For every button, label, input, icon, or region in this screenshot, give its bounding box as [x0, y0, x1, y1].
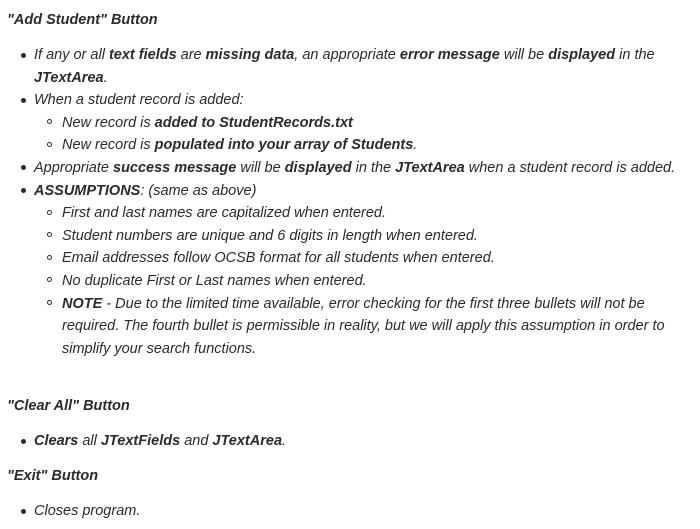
text: New record is [62, 114, 155, 131]
bold-text: missing data [205, 47, 295, 63]
text: : (same as above) [140, 182, 257, 199]
bold-text: error message [399, 47, 500, 63]
sub-list-item [0, 202, 694, 225]
sub-list [0, 112, 694, 157]
text: will be [499, 47, 549, 63]
text: and [180, 433, 213, 449]
list-item [0, 44, 694, 89]
exit-heading: "Exit" Button [7, 468, 99, 484]
text: No duplicate First or Last names when entered. [62, 272, 367, 289]
text: . [413, 137, 418, 154]
text: all [78, 433, 101, 449]
sub-list-item [0, 247, 694, 270]
bold-text: JTextArea [212, 433, 283, 449]
text: Closes program. [34, 503, 141, 519]
list-item [0, 500, 694, 523]
bold-text: JTextFields [100, 433, 181, 449]
clear-all-list [0, 430, 700, 453]
bold-text: Clears [34, 433, 79, 449]
text: When a student record is added: [34, 92, 244, 109]
clear-all-heading: "Clear All" Button [7, 398, 130, 414]
bold-text: JTextArea [34, 69, 104, 86]
text: will be [236, 159, 285, 176]
text: are [176, 47, 206, 63]
text: . [282, 433, 287, 449]
text: First and last names are capitalized when entered. [62, 205, 387, 222]
list-item [0, 89, 694, 157]
text: New record is [62, 137, 155, 154]
list-item [0, 157, 694, 180]
bold-text: success message [113, 159, 237, 176]
text: when a student record is added. [464, 159, 676, 176]
text: If any or all [34, 47, 109, 63]
sub-list-item [0, 134, 694, 157]
add-student-list [0, 44, 700, 360]
text: . [103, 69, 108, 86]
list-item [0, 180, 694, 361]
text: Email addresses follow OCSB format for all students when entered. [62, 250, 495, 267]
text: , an appropriate [294, 47, 400, 63]
list-item [0, 430, 694, 453]
bold-text: displayed [548, 47, 616, 63]
exit-list [0, 500, 700, 523]
bold-text: added to StudentRecords.txt [154, 114, 353, 131]
sub-list-item [0, 112, 694, 135]
bold-text: text fields [108, 47, 177, 63]
sub-list-item [0, 225, 694, 248]
sub-list-item [0, 270, 694, 293]
add-student-heading: "Add Student" Button [7, 12, 158, 28]
bold-text: JTextArea [395, 159, 465, 176]
bold-text: NOTE [62, 295, 103, 312]
bold-text: ASSUMPTIONS [34, 182, 141, 199]
text: - Due to the limited time available, error checking for the first three bullets will not be required. The fourth bullet is permissible in reality, but we will apply this assumption in order to simplify your search functions. [62, 295, 665, 357]
text: in the [351, 159, 396, 176]
bold-text: displayed [284, 159, 352, 176]
sub-list [0, 202, 694, 360]
sub-list-item [0, 293, 694, 361]
text: Appropriate [34, 159, 113, 176]
text: in the [615, 47, 655, 63]
text: Student numbers are unique and 6 digits in length when entered. [62, 227, 478, 244]
bold-text: populated into your array of Students [154, 137, 414, 154]
